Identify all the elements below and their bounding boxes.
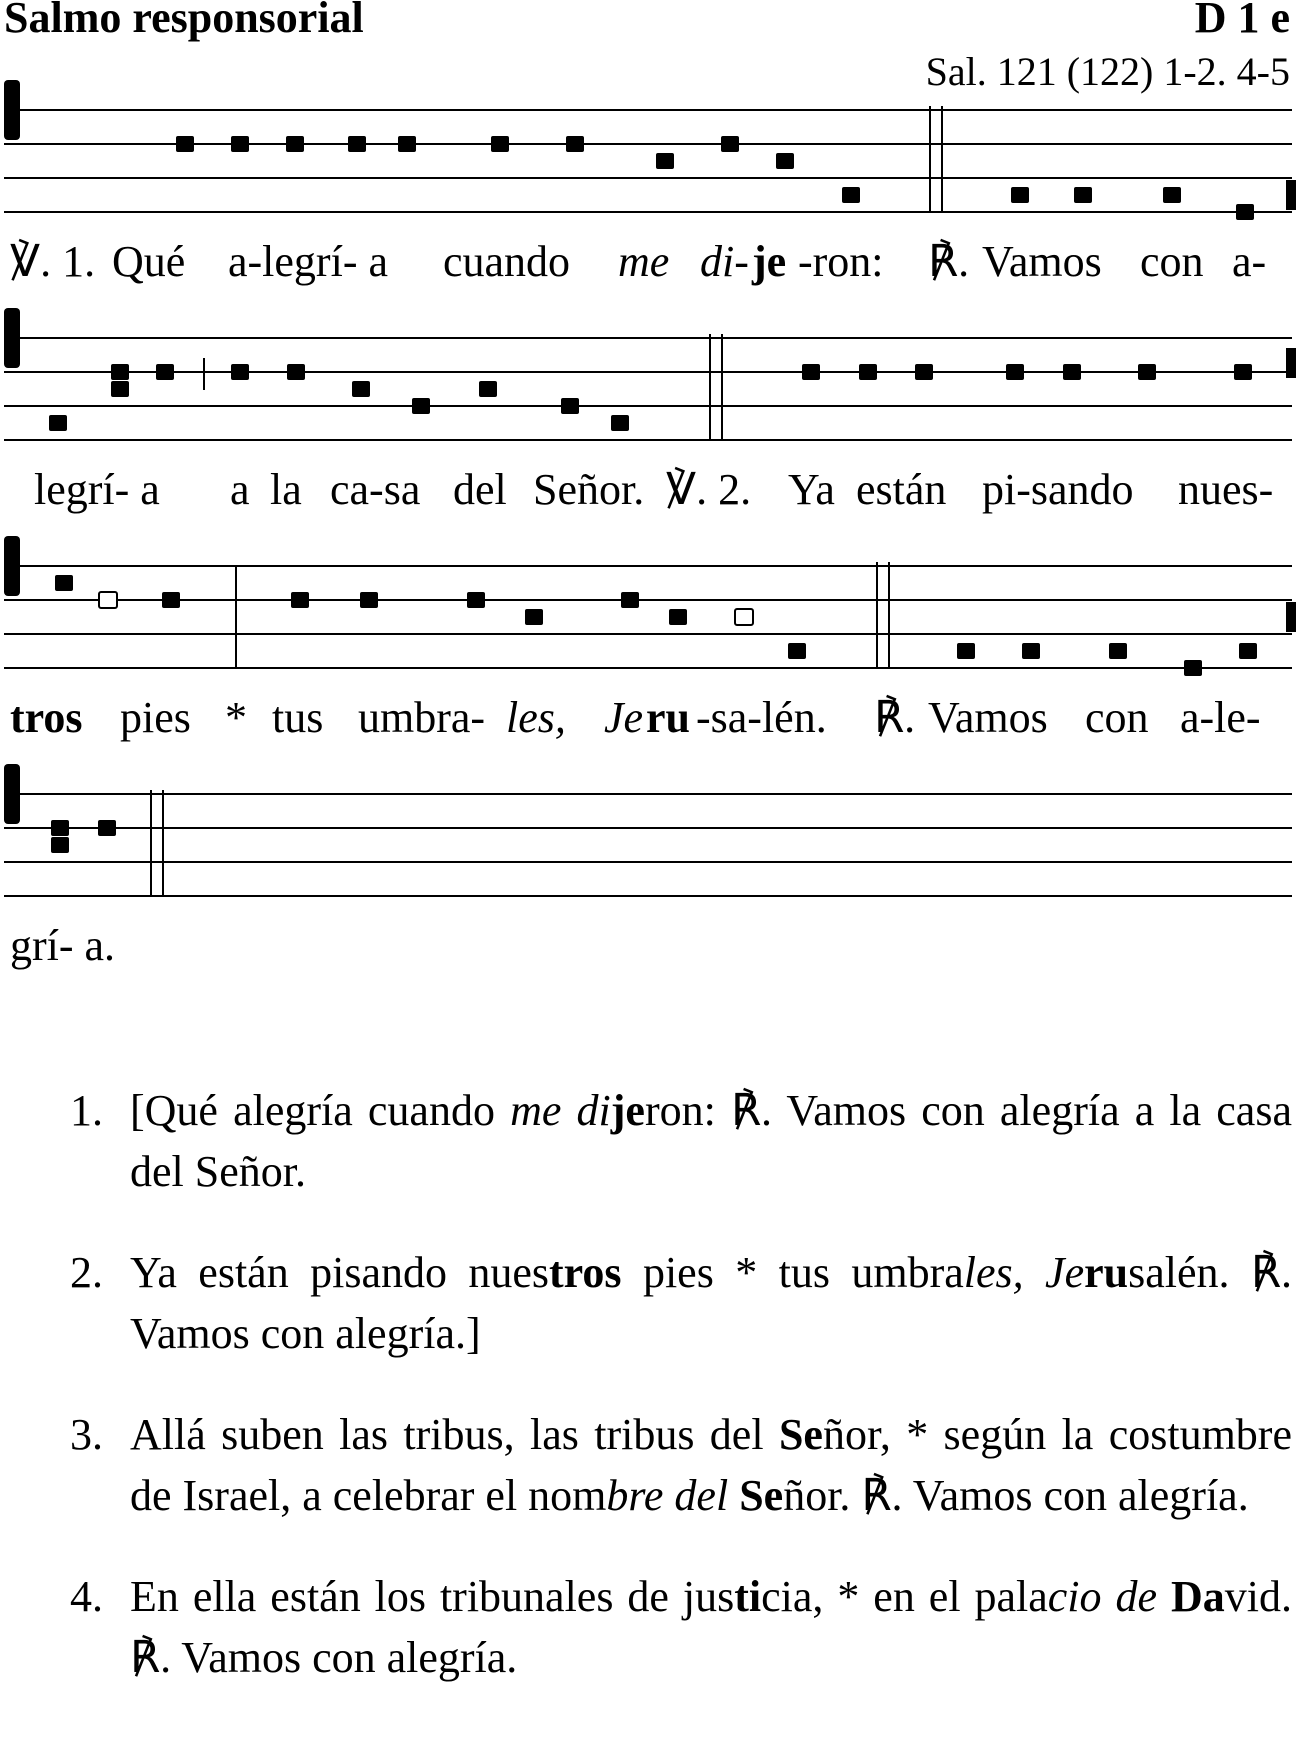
syllable: cuando (443, 237, 571, 286)
psalm-code: D 1 e (1194, 0, 1290, 42)
clef-icon (4, 308, 20, 368)
syllable: a-le- (1180, 693, 1261, 742)
neume-note (156, 364, 174, 380)
neume-note (1109, 643, 1127, 659)
neume-note (1239, 643, 1257, 659)
neume-note (721, 136, 739, 152)
syllable: grí- a. (10, 921, 116, 970)
verse-number: 3. (70, 1410, 103, 1459)
music-staff-4 (0, 784, 1296, 904)
neume-note (1074, 187, 1092, 203)
neume-note (1184, 660, 1202, 676)
staff-2-notes (49, 364, 1252, 431)
neume-note (51, 837, 69, 853)
neume-note (360, 592, 378, 608)
custos-icon (1286, 348, 1296, 378)
syllable: umbra- (358, 693, 486, 742)
verse-segment: salén. ℟. Vamos con alegría.] (130, 1248, 1293, 1358)
neume-note (231, 136, 249, 152)
syllable: ca-sa (330, 465, 421, 514)
syllable: di- (700, 237, 749, 286)
syllable: con (1085, 693, 1149, 742)
verse-list (70, 1080, 1292, 1728)
asterisk: * (225, 693, 247, 742)
syllable: Ya (788, 465, 835, 514)
custos-icon (1286, 180, 1296, 210)
syllable: a (230, 465, 250, 514)
neume-note (656, 153, 674, 169)
neume-note (111, 364, 129, 380)
verse-segment: cio de (1047, 1572, 1158, 1621)
neume-note (957, 643, 975, 659)
psalm-reference: Sal. 121 (122) 1-2. 4-5 (925, 49, 1290, 94)
verse-segment: Se (778, 1410, 823, 1459)
syllable: Vamos (982, 237, 1102, 286)
neume-note (776, 153, 794, 169)
neume-note (611, 415, 629, 431)
syllable: Vamos (928, 693, 1048, 742)
syllable: del (453, 465, 507, 514)
neume-note (566, 136, 584, 152)
lyric-line-3 (0, 692, 1296, 752)
verse-segment (1157, 1572, 1171, 1621)
neume-note (352, 381, 370, 397)
neume-note (802, 364, 820, 380)
verse-segment: Ya están pisando nues (130, 1248, 550, 1297)
clef-icon (4, 536, 20, 596)
verse-text (130, 1410, 1292, 1520)
verse-segment: Se (739, 1471, 784, 1520)
response-label: ℟. (928, 237, 970, 286)
syllable: pi-sando (982, 465, 1134, 514)
music-staff-1 (0, 100, 1296, 220)
verse-number: 4. (70, 1572, 103, 1621)
verse-segment: cia, * en el pala (761, 1572, 1048, 1621)
verse-segment: En ella están los tribunales de jus (130, 1572, 735, 1621)
neume-note (1011, 187, 1029, 203)
syllable: Qué (112, 237, 186, 286)
verse-item (70, 1404, 1292, 1526)
syllable: la (270, 465, 302, 514)
neume-note (525, 609, 543, 625)
neume-note (1006, 364, 1024, 380)
neume-note (99, 592, 117, 608)
neume-note (398, 136, 416, 152)
neume-note (51, 820, 69, 836)
neume-note (621, 592, 639, 608)
neume-note (231, 364, 249, 380)
syllable: con (1140, 237, 1204, 286)
syllable: nues- (1178, 465, 1274, 514)
staff-4-notes (51, 820, 116, 853)
neume-note (467, 592, 485, 608)
verse-item (70, 1566, 1292, 1688)
verse-segment: bre del (606, 1471, 740, 1520)
neume-note (111, 381, 129, 397)
syllable: están (856, 465, 947, 514)
neume-note (286, 136, 304, 152)
lyric-line-1 (0, 236, 1296, 296)
neume-note (1022, 643, 1040, 659)
verse-text (130, 1248, 1292, 1358)
syllable: a-legrí- a (228, 237, 388, 286)
neume-note (1163, 187, 1181, 203)
neume-note (287, 364, 305, 380)
neume-note (561, 398, 579, 414)
syllable: Señor. (533, 465, 645, 514)
versicle-label: ℣. 2. (666, 465, 752, 514)
neume-note (788, 643, 806, 659)
syllable: tus (272, 693, 324, 742)
syllable: Je (604, 693, 644, 742)
neume-note (735, 609, 753, 625)
lyric-line-4 (0, 920, 1296, 980)
lyric-line-2 (0, 464, 1296, 524)
neume-note (291, 592, 309, 608)
neume-note (55, 575, 73, 591)
verse-segment: Allá suben las tribus, las tribus del (130, 1410, 779, 1459)
verse-number: 1. (70, 1086, 103, 1135)
neume-note (479, 381, 497, 397)
verse-segment: ñor, * según la costumbre de Israel, a celebrar el nom (130, 1410, 1292, 1520)
verse-segment: Da (1170, 1572, 1225, 1621)
syllable: a- (1232, 237, 1267, 286)
verse-segment: ru (1084, 1248, 1129, 1297)
syllable: je (752, 237, 787, 286)
clef-icon (4, 764, 20, 824)
music-staff-2 (0, 328, 1296, 448)
verse-segment: ron: ℟. Vamos con alegría a la casa del Señor. (130, 1086, 1292, 1196)
neume-note (669, 609, 687, 625)
page-title: Salmo responsorial (4, 0, 364, 42)
neume-note (491, 136, 509, 152)
verse-segment: vid. ℟. Vamos con alegría. (130, 1572, 1292, 1682)
neume-note (859, 364, 877, 380)
syllable: me (618, 237, 670, 286)
syllable: tros (10, 693, 83, 742)
verse-segment: les, Je (963, 1248, 1085, 1297)
verse-segment: tros (549, 1248, 622, 1297)
neume-note (412, 398, 430, 414)
verse-segment: [Qué alegría cuando (130, 1086, 511, 1135)
syllable: -ron: (798, 237, 884, 286)
neume-note (162, 592, 180, 608)
versicle-label: ℣. 1. (10, 237, 96, 286)
neume-note (1236, 204, 1254, 220)
neume-note (176, 136, 194, 152)
verse-segment: pies * tus umbra (621, 1248, 964, 1297)
neume-note (1234, 364, 1252, 380)
syllable: ru (646, 693, 690, 742)
neume-note (348, 136, 366, 152)
clef-icon (4, 80, 20, 140)
verse-segment: me di (510, 1086, 611, 1135)
syllable: legrí- a (34, 465, 160, 514)
neume-note (1063, 364, 1081, 380)
neume-note (98, 820, 116, 836)
verse-segment: ñor. ℟. Vamos con alegría. (783, 1471, 1249, 1520)
music-staff-3 (0, 556, 1296, 676)
response-label: ℟. (874, 693, 916, 742)
neume-note (49, 415, 67, 431)
verse-segment: je (610, 1086, 645, 1135)
syllable: -sa-lén. (696, 693, 827, 742)
custos-icon (1286, 602, 1296, 632)
neume-note (915, 364, 933, 380)
neume-note (842, 187, 860, 203)
verse-segment: ti (734, 1572, 762, 1621)
verse-number: 2. (70, 1248, 103, 1297)
syllable: les, (506, 693, 566, 742)
verse-text (130, 1572, 1292, 1682)
neume-note (1138, 364, 1156, 380)
verse-item (70, 1080, 1292, 1202)
verse-item (70, 1242, 1292, 1364)
verse-text (130, 1086, 1292, 1196)
syllable: pies (120, 693, 191, 742)
